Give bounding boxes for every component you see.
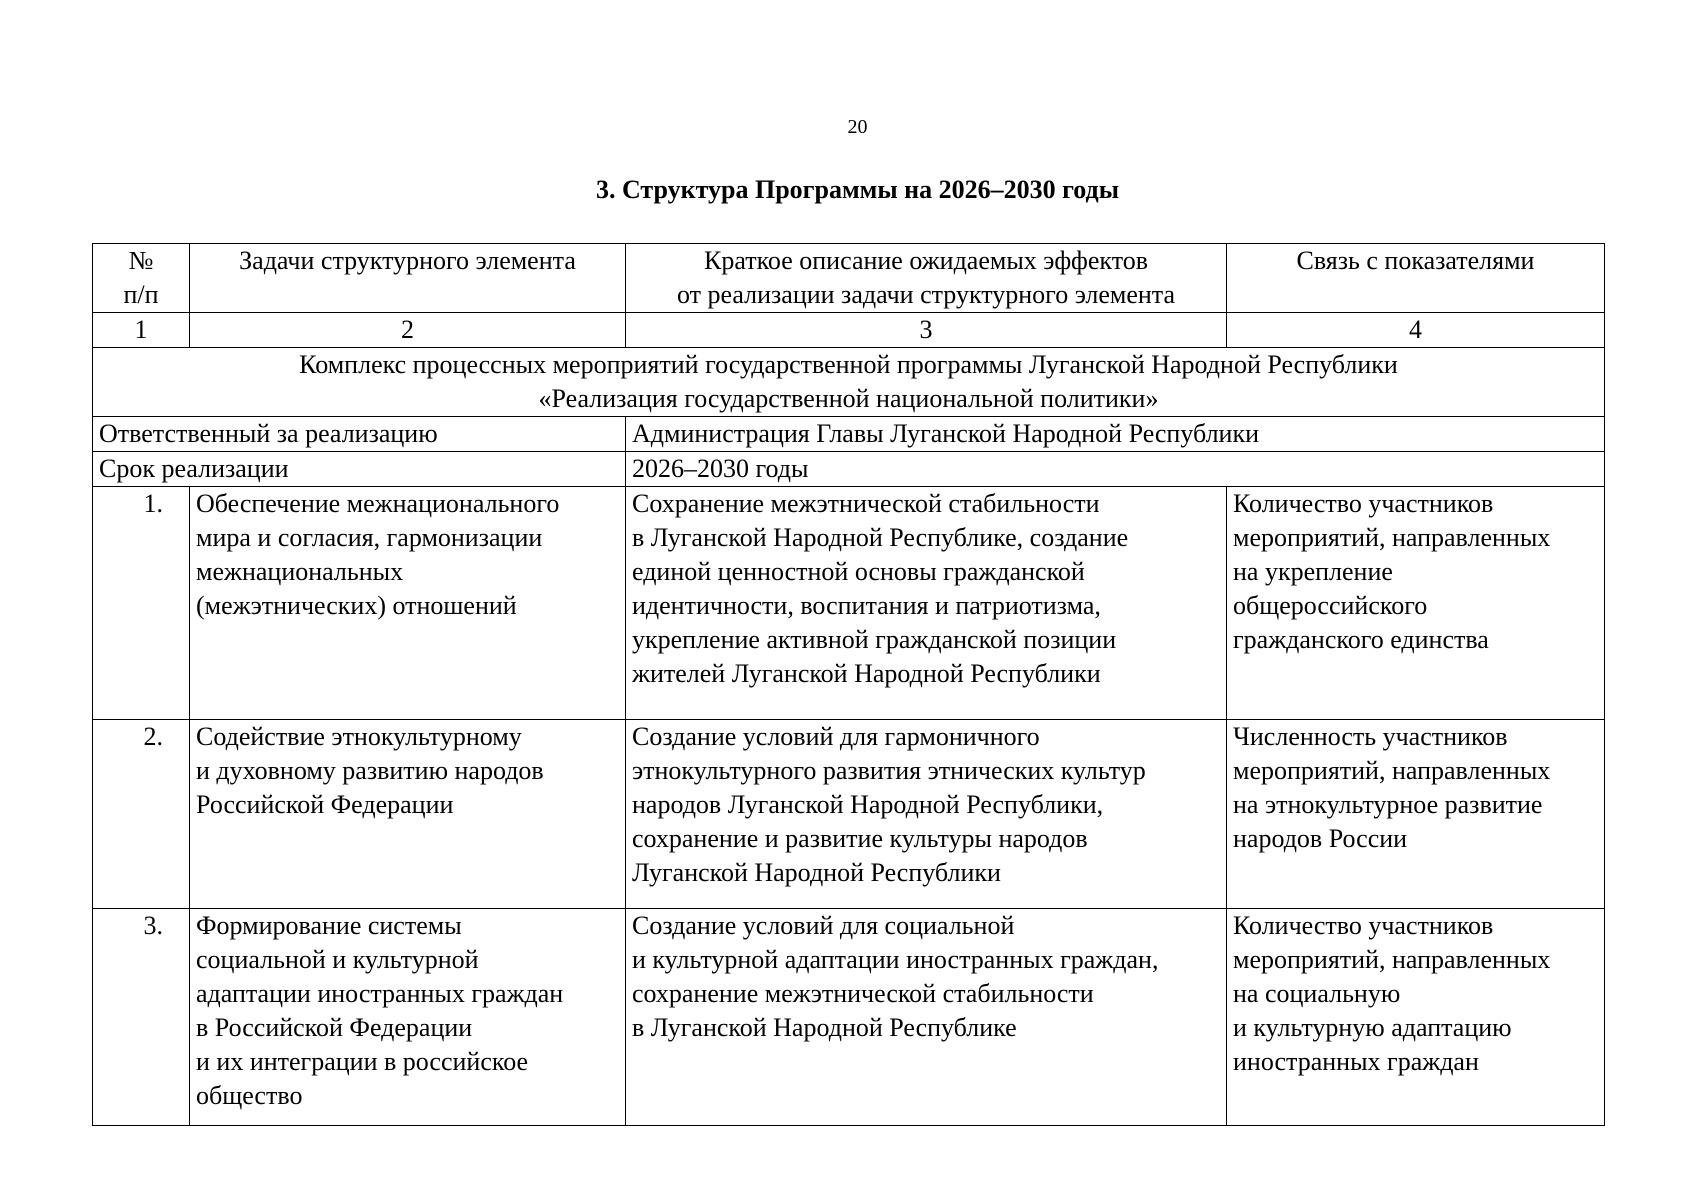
row-task: Формирование системы социальной и культурной адаптации иностранных граждан в Российской Федерации и их интеграции в российское общество: [190, 909, 626, 1126]
header-link: Связь с показателями: [1227, 244, 1605, 313]
column-number-2: 2: [190, 313, 626, 348]
period-value: 2026–2030 годы: [626, 452, 1605, 487]
row-effect: Создание условий для социальной и культурной адаптации иностранных граждан, сохранение межэтнической стабильности в Луганской Народной Республике: [626, 909, 1227, 1126]
column-number-4: 4: [1227, 313, 1605, 348]
program-structure-table: [92, 243, 1605, 1126]
complex-title: Комплекс процессных мероприятий государственной программы Луганской Народной Республики «Реализация государственной национальной политики»: [93, 348, 1605, 417]
period-row: [93, 452, 1605, 487]
period-label: Срок реализации: [93, 452, 626, 487]
row-indicator: Количество участников мероприятий, направленных на укрепление общероссийского гражданского единства: [1227, 487, 1605, 720]
row-indicator: Количество участников мероприятий, направленных на социальную и культурную адаптацию иностранных граждан: [1227, 909, 1605, 1126]
column-number-1: 1: [93, 313, 190, 348]
row-effect: Создание условий для гармоничного этнокультурного развития этнических культур народов Луганской Народной Республики, сохранение и развитие культуры народов Луганской Народной Республики: [626, 720, 1227, 909]
header-task: Задачи структурного элемента: [190, 244, 626, 313]
table-row: [93, 487, 1605, 720]
header-num: № п/п: [93, 244, 190, 313]
row-task: Содействие этнокультурному и духовному развитию народов Российской Федерации: [190, 720, 626, 909]
document-title: 3. Структура Программы на 2026–2030 годы: [595, 175, 1120, 204]
responsible-row: [93, 417, 1605, 452]
complex-title-row: [93, 348, 1605, 417]
page-number: 20: [847, 116, 868, 138]
table-header-row: [93, 244, 1605, 313]
column-number-row: [93, 313, 1605, 348]
table-row: [93, 720, 1605, 909]
row-number: 2.: [93, 720, 190, 909]
row-number: 3.: [93, 909, 190, 1126]
table-row: [93, 909, 1605, 1126]
header-effect: Краткое описание ожидаемых эффектов от реализации задачи структурного элемента: [626, 244, 1227, 313]
row-number: 1.: [93, 487, 190, 720]
row-task: Обеспечение межнационального мира и согласия, гармонизации межнациональных (межэтнических) отношений: [190, 487, 626, 720]
row-indicator: Численность участников мероприятий, направленных на этнокультурное развитие народов России: [1227, 720, 1605, 909]
row-effect: Сохранение межэтнической стабильности в Луганской Народной Республике, создание единой ценностной основы гражданской идентичности, воспитания и патриотизма, укрепление активной гражданской позиции жителей Луганской Народной Республики: [626, 487, 1227, 720]
responsible-value: Администрация Главы Луганской Народной Республики: [626, 417, 1605, 452]
column-number-3: 3: [626, 313, 1227, 348]
responsible-label: Ответственный за реализацию: [93, 417, 626, 452]
